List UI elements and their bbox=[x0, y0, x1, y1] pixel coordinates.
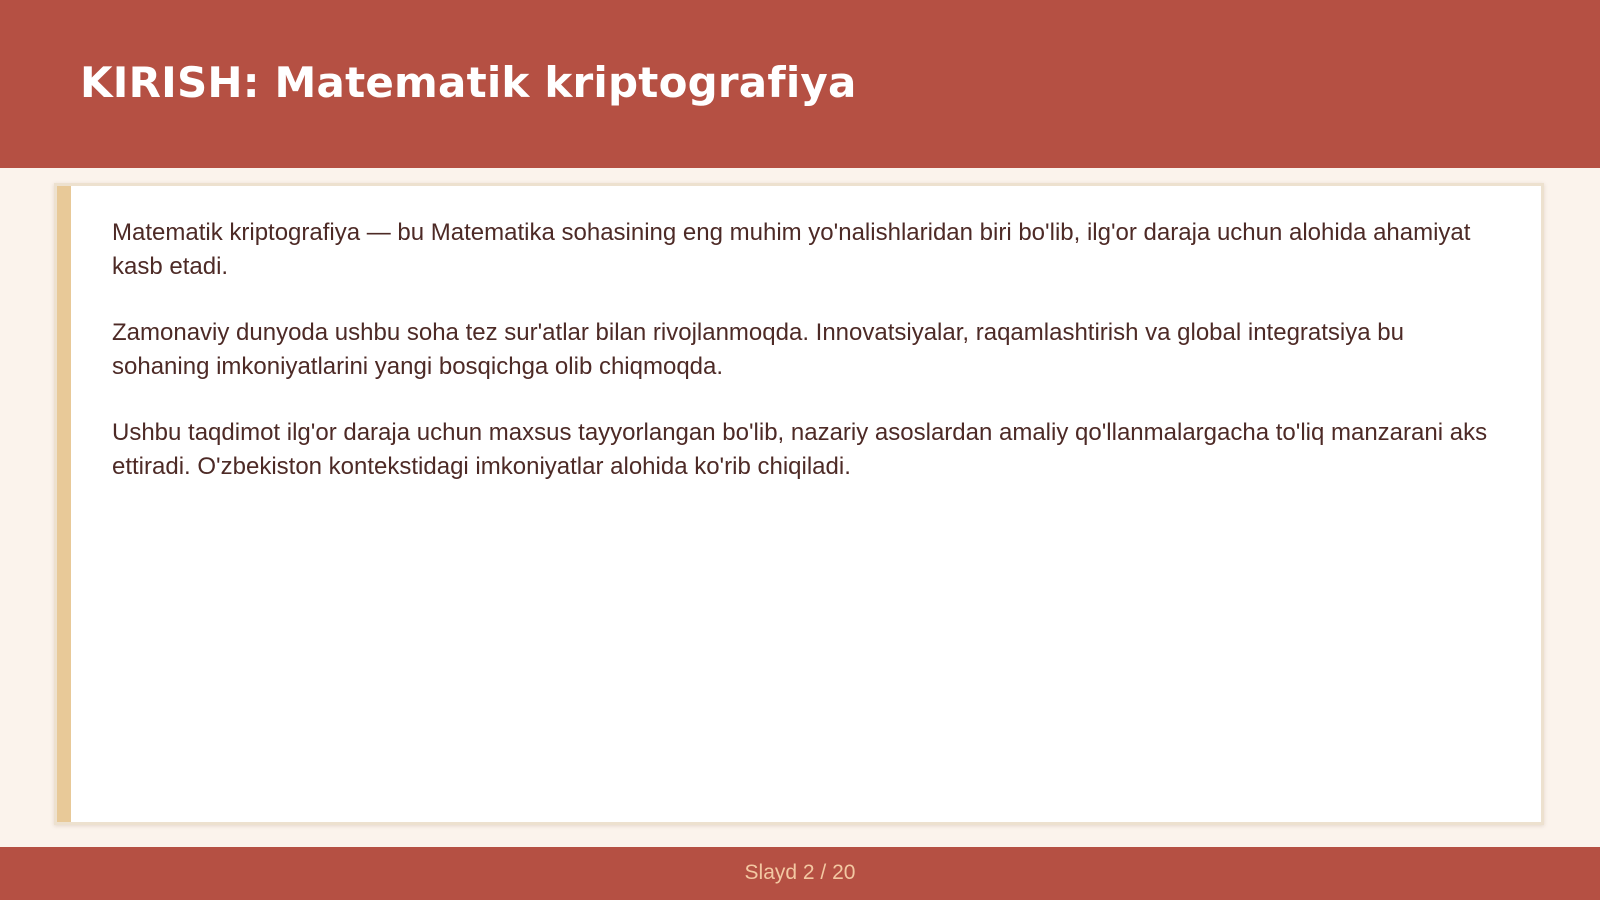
accent-bar bbox=[57, 186, 71, 822]
slide-header bbox=[0, 0, 1600, 168]
paragraph-intro: Matematik kriptografiya — bu Matematika sohasining eng muhim yo'nalishlaridan biri bo'lib, ilg'or daraja uchun alohida ahamiyat kasb etadi. bbox=[112, 219, 1471, 280]
slide-footer bbox=[0, 847, 1600, 900]
paragraph-modern-world: Zamonaviy dunyoda ushbu soha tez sur'atlar bilan rivojlanmoqda. Innovatsiyalar, raqamlashtirish va global integratsiya bu sohaning imkoniyatlarini yangi bosqichga olib chiqmoqda. bbox=[112, 319, 1404, 380]
paragraph-presentation-scope: Ushbu taqdimot ilg'or daraja uchun maxsus tayyorlangan bo'lib, nazariy asoslardan amaliy qo'llanmalargacha to'liq manzarani aks ettiradi. O'zbekiston kontekstidagi imkoniyatlar alohida ko'rib chiqiladi. bbox=[112, 419, 1488, 480]
slide-number: Slayd 2 / 20 bbox=[744, 861, 856, 884]
slide-title: KIRISH: Matematik kriptografiya bbox=[80, 58, 857, 107]
content-card bbox=[54, 183, 1544, 825]
